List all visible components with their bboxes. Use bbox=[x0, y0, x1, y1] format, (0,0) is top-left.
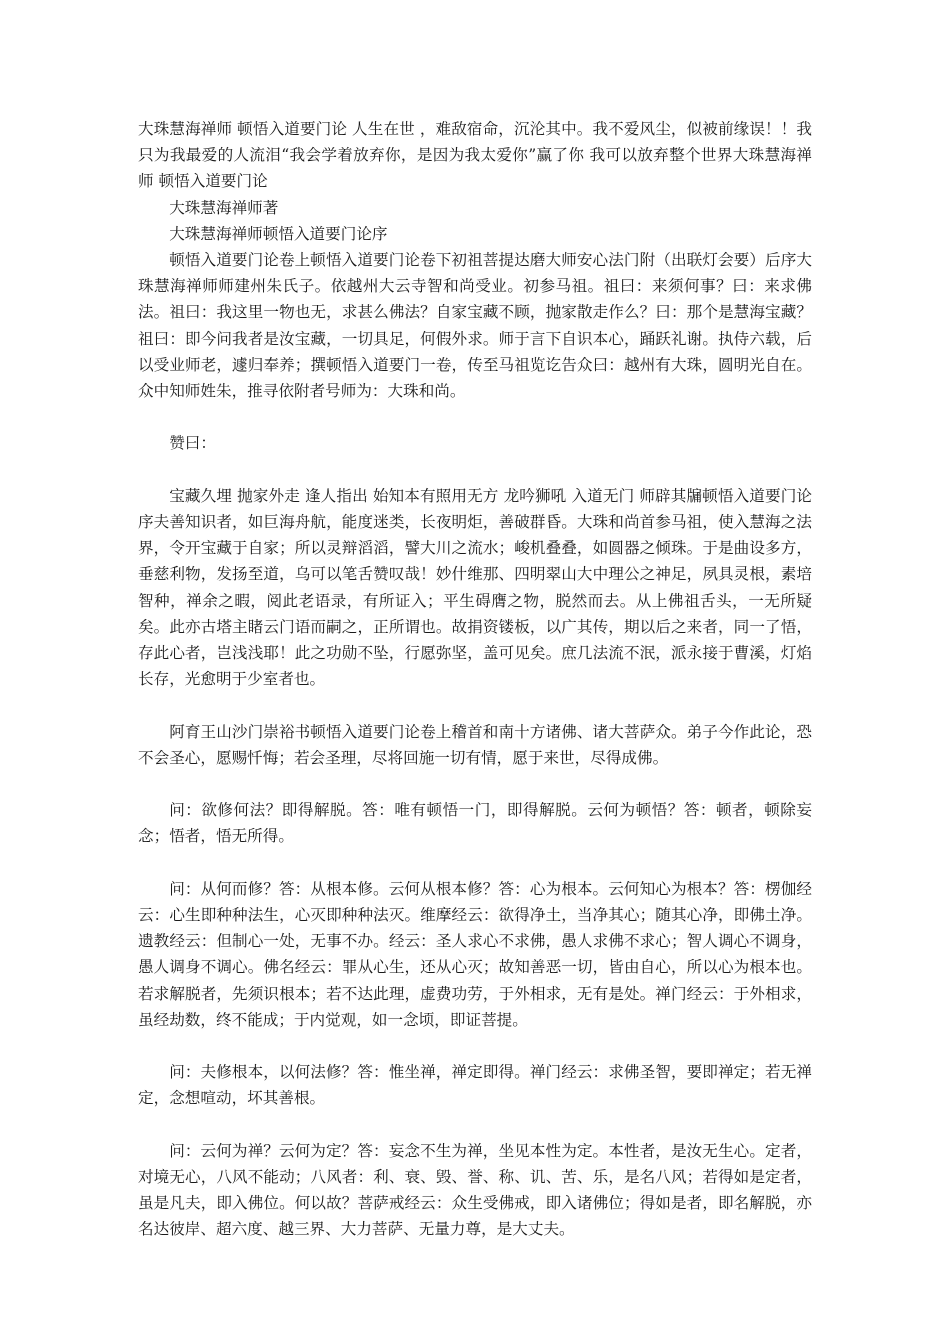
spacer bbox=[138, 1112, 812, 1138]
spacer bbox=[138, 771, 812, 797]
spacer bbox=[138, 850, 812, 876]
qa-paragraph-1: 问：欲修何法？即得解脱。答：唯有顿悟一门，即得解脱。云何为顿悟？答：顿者，顿除妄念；悟者，悟无所得。 bbox=[138, 801, 812, 846]
qa-paragraph-2: 问：从何而修？答：从根本修。云何从根本修？答：心为根本。云何知心为根本？答：楞伽经云：心生即种种法生，心灭即种种法灭。维摩经云：欲得净土，当净其心；随其心净，即佛土净。遗教经云：但制心一处，无事不办。经云：圣人求心不求佛，愚人求佛不求心；智人调心不调身，愚人调身不调心。佛名经云：罪从心生，还从心灭；故知善恶一切，皆由自心，所以心为根本也。若求解脱者，先须识根本；若不达此理，虚费功劳，于外相求，无有是处。禅门经云：于外相求，虽经劫数，终不能成；于内觉观，如一念顷，即证菩提。 bbox=[138, 879, 812, 1029]
spacer bbox=[138, 692, 812, 718]
document-page bbox=[138, 116, 812, 1243]
verse-preface-paragraph: 宝藏久埋 抛家外走 逢人指出 始知本有照用无方 龙吟狮吼 入道无门 师辟其牖顿悟入道要门论序夫善知识者，如巨海舟航，能度迷类，长夜明炬，善破群昏。大珠和尚首参马祖，使入慧海之法界，令开宝藏于自家；所以灵辩滔滔，譬大川之流水；峻机叠叠，如圆器之倾珠。于是曲设多方，垂慈利物，发扬至道，乌可以笔舌赞叹哉！妙什维那、四明翠山大中理公之神足，夙具灵根，素培智种，禅余之暇，阅此老语录，有所证入；平生碍膺之物，脱然而去。从上佛祖舌头，一无所疑矣。此亦古塔主睹云门语而嗣之，正所谓也。故捐资镂板，以广其传，期以后之来者，同一了悟，存此心者，岂浅浅耶！此之功勋不坠，行愿弥坚，盖可见矣。庶几法流不泯，派永接于曹溪，灯焰长存，光愈明于少室者也。 bbox=[138, 486, 812, 689]
zan-label: 赞曰： bbox=[169, 434, 216, 453]
qa-paragraph-4: 问：云何为禅？云何为定？答：妄念不生为禅，坐见本性为定。本性者，是汝无生心。定者，对境无心，八风不能动；八风者：利、衰、毁、誉、称、讥、苦、乐，是名八风；若得如是定者，虽是凡夫，即入佛位。何以故？菩萨戒经云：众生受佛戒，即入诸佛位；得如是者，即名解脱，亦名达彼岸、超六度、越三界、大力菩萨、无量力尊，是大丈夫。 bbox=[138, 1141, 812, 1239]
preface-title: 大珠慧海禅师顿悟入道要门论序 bbox=[169, 224, 388, 243]
author-line: 大珠慧海禅师著 bbox=[169, 198, 279, 217]
spacer bbox=[138, 1033, 812, 1059]
ayu-paragraph: 阿育王山沙门崇裕书顿悟入道要门论卷上稽首和南十方诸佛、诸大菩萨众。弟子今作此论，恐不会圣心，愿赐忏悔；若会圣理，尽将回施一切有情，愿于来世，尽得成佛。 bbox=[138, 722, 812, 767]
header-paragraph: 大珠慧海禅师 顿悟入道要门论 人生在世 ，难敌宿命，沉沦其中。我不爱风尘，似被前缘误！！我只为我最爱的人流泪“我会学着放弃你，是因为我太爱你”赢了你 我可以放弃整个世界大珠慧海禅师 顿悟入道要门论 bbox=[138, 120, 812, 191]
spacer bbox=[138, 404, 812, 430]
qa-paragraph-3: 问：夫修根本，以何法修？答：惟坐禅，禅定即得。禅门经云：求佛圣智，要即禅定；若无禅定，念想喧动，坏其善根。 bbox=[138, 1063, 812, 1108]
spacer bbox=[138, 457, 812, 483]
intro-paragraph: 顿悟入道要门论卷上顿悟入道要门论卷下初祖菩提达磨大师安心法门附（出联灯会要）后序大珠慧海禅师师建州朱氏子。依越州大云寺智和尚受业。初参马祖。祖曰：来须何事？曰：来求佛法。祖曰：我这里一物也无，求甚么佛法？自家宝藏不顾，抛家散走作么？曰：那个是慧海宝藏？祖曰：即今问我者是汝宝藏，一切具足，何假外求。师于言下自识本心，踊跃礼谢。执侍六载，后以受业师老，遽归奉养；撰顿悟入道要门一卷，传至马祖览讫告众曰：越州有大珠，圆明光自在。众中知师姓朱，推寻依附者号师为：大珠和尚。 bbox=[138, 251, 812, 401]
